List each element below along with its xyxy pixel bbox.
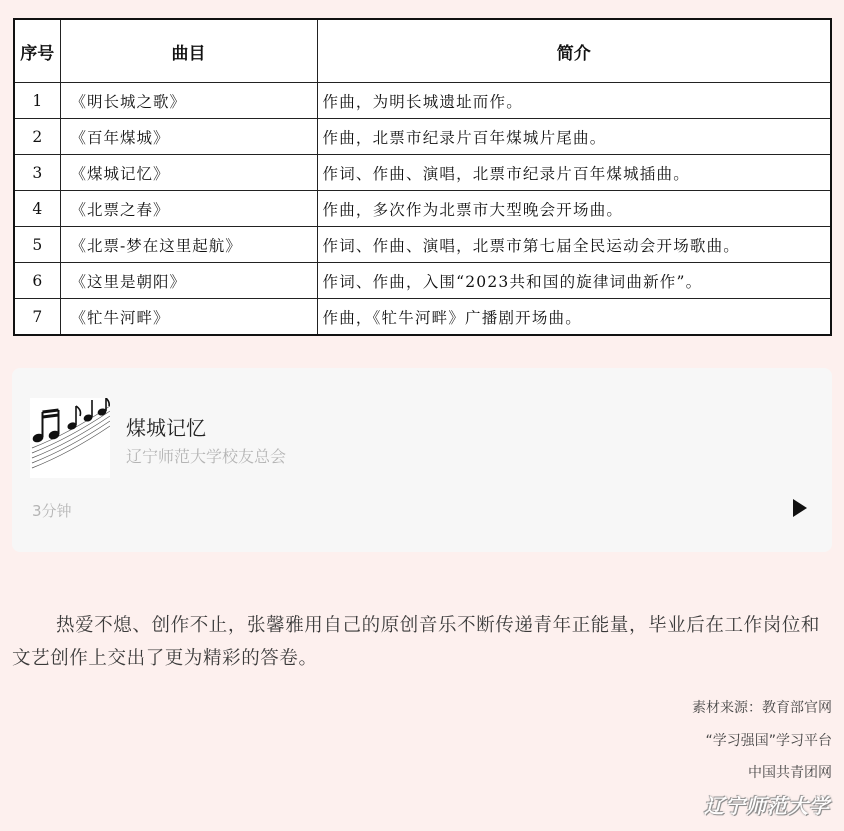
- table-row: [14, 191, 831, 227]
- audio-duration: 3分钟: [32, 502, 72, 520]
- song-title: 《煤城记忆》: [60, 155, 317, 191]
- play-icon: [788, 496, 810, 520]
- row-number: 4: [14, 191, 60, 227]
- song-title: 《北票-梦在这里起航》: [60, 227, 317, 263]
- song-title: 《百年煤城》: [60, 119, 317, 155]
- credit-line: 中国共青团网: [748, 765, 832, 781]
- audio-title: 煤城记忆: [126, 416, 206, 440]
- song-description: 作曲，《牤牛河畔》广播剧开场曲。: [317, 299, 831, 336]
- credit-line: “学习强国”学习平台: [705, 732, 832, 749]
- audio-player-card[interactable]: [12, 368, 832, 552]
- song-description: 作词、作曲、演唱，北票市纪录片百年煤城插曲。: [317, 155, 831, 191]
- source-credits: [692, 692, 832, 790]
- watermark: 辽宁师范大学: [704, 794, 830, 818]
- header-title: 曲目: [60, 19, 317, 83]
- song-title: 《明长城之歌》: [60, 83, 317, 119]
- song-description: 作词、作曲、演唱，北票市第七届全民运动会开场歌曲。: [317, 227, 831, 263]
- header-intro: 简介: [317, 19, 831, 83]
- song-description: 作曲，北票市纪录片百年煤城片尾曲。: [317, 119, 831, 155]
- table-row: [14, 119, 831, 155]
- table-row: [14, 263, 831, 299]
- row-number: 2: [14, 119, 60, 155]
- song-title: 《这里是朝阳》: [60, 263, 317, 299]
- song-title: 《牤牛河畔》: [60, 299, 317, 336]
- row-number: 6: [14, 263, 60, 299]
- header-index: 序号: [14, 19, 60, 83]
- song-table: [13, 18, 832, 336]
- table-row: [14, 83, 831, 119]
- article-paragraph: 热爱不熄、创作不止，张馨雅用自己的原创音乐不断传递青年正能量，毕业后在工作岗位和文艺创作上交出了更为精彩的答卷。: [12, 614, 821, 669]
- song-table-image: [13, 18, 830, 336]
- row-number: 5: [14, 227, 60, 263]
- row-number: 7: [14, 299, 60, 336]
- song-description: 作曲，多次作为北票市大型晚会开场曲。: [317, 191, 831, 227]
- table-row: [14, 155, 831, 191]
- play-button[interactable]: [788, 496, 810, 520]
- credit-line: 素材来源：教育部官网: [692, 700, 832, 716]
- row-number: 3: [14, 155, 60, 191]
- song-title: 《北票之春》: [60, 191, 317, 227]
- music-notes-icon: [30, 398, 110, 478]
- table-row: [14, 227, 831, 263]
- audio-author: 辽宁师范大学校友总会: [126, 447, 287, 466]
- table-row: [14, 299, 831, 336]
- song-description: 作曲，为明长城遗址而作。: [317, 83, 831, 119]
- audio-cover: [30, 398, 110, 478]
- table-header-row: [14, 19, 831, 83]
- song-description: 作词、作曲，入围“2023共和国的旋律词曲新作”。: [317, 263, 831, 299]
- row-number: 1: [14, 83, 60, 119]
